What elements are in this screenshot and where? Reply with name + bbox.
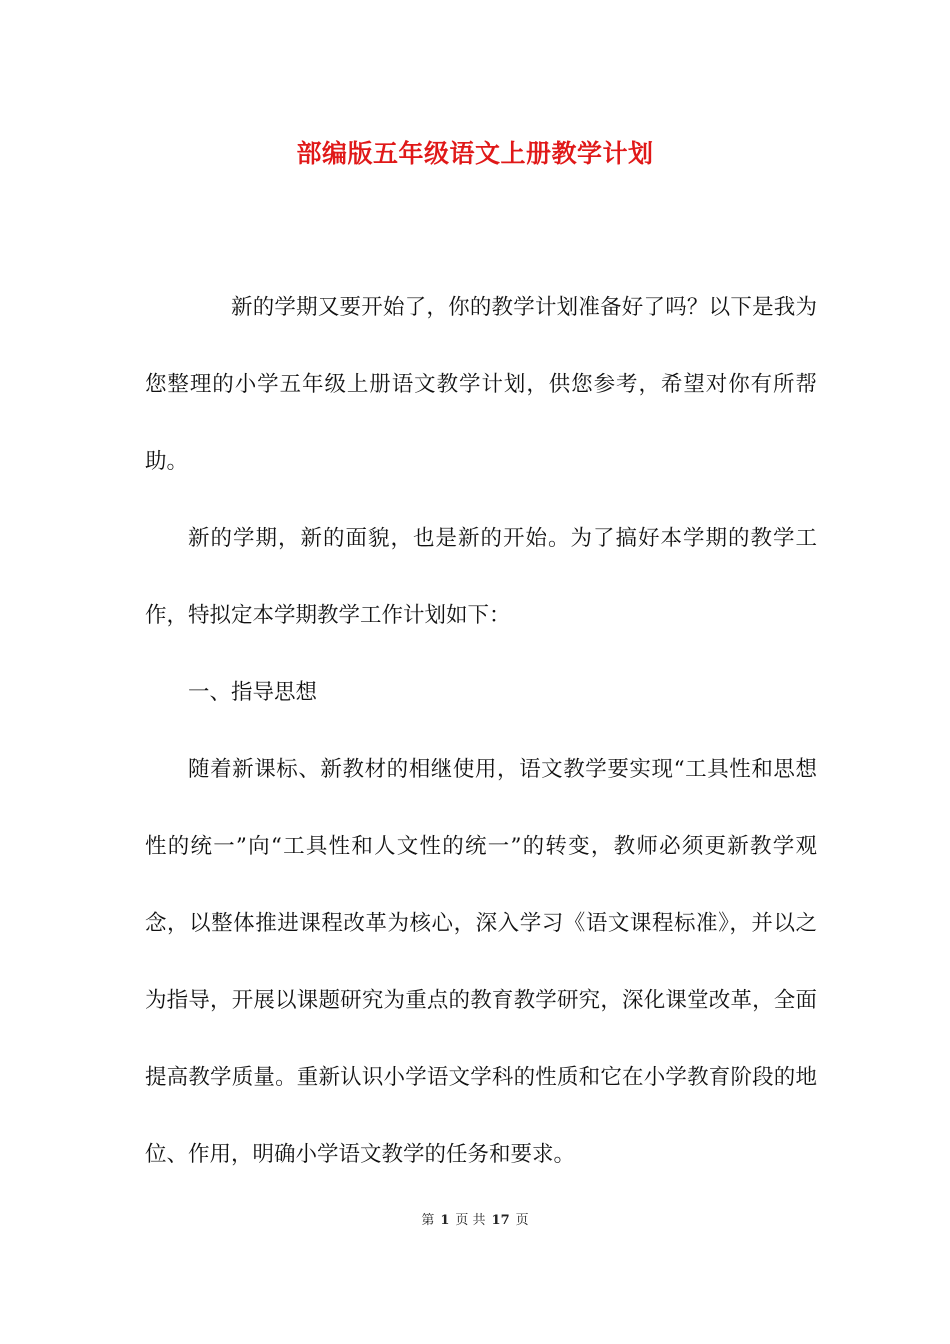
section-heading-guiding-ideology: 一、指导思想	[188, 680, 318, 705]
paragraph-new-semester: 新的学期，新的面貌，也是新的开始。为了搞好本学期的教学工作，特拟定本学期教学工作计划如下：	[145, 526, 817, 628]
page-footer	[0, 1209, 950, 1228]
footer-middle: 页 共	[455, 1213, 486, 1228]
footer-suffix: 页	[515, 1213, 529, 1228]
document-body	[145, 269, 817, 1193]
footer-total-pages: 17	[491, 1213, 510, 1228]
footer-prefix: 第	[421, 1213, 435, 1228]
footer-current-page: 1	[440, 1213, 450, 1228]
paragraph-guiding-ideology: 随着新课标、新教材的相继使用，语文教学要实现“工具性和思想性的统一”向“工具性和人文性的统一”的转变，教师必须更新教学观念，以整体推进课程改革为核心，深入学习《语文课程标准》，并以之为指导，开展以课题研究为重点的教育教学研究，深化课堂改革，全面提高教学质量。重新认识小学语文学科的性质和它在小学教育阶段的地位、作用，明确小学语文教学的任务和要求。	[145, 757, 817, 1167]
paragraph-intro: 新的学期又要开始了，你的教学计划准备好了吗？以下是我为您整理的小学五年级上册语文教学计划，供您参考，希望对你有所帮助。	[145, 295, 817, 474]
document-title: 部编版五年级语文上册教学计划	[296, 139, 654, 168]
